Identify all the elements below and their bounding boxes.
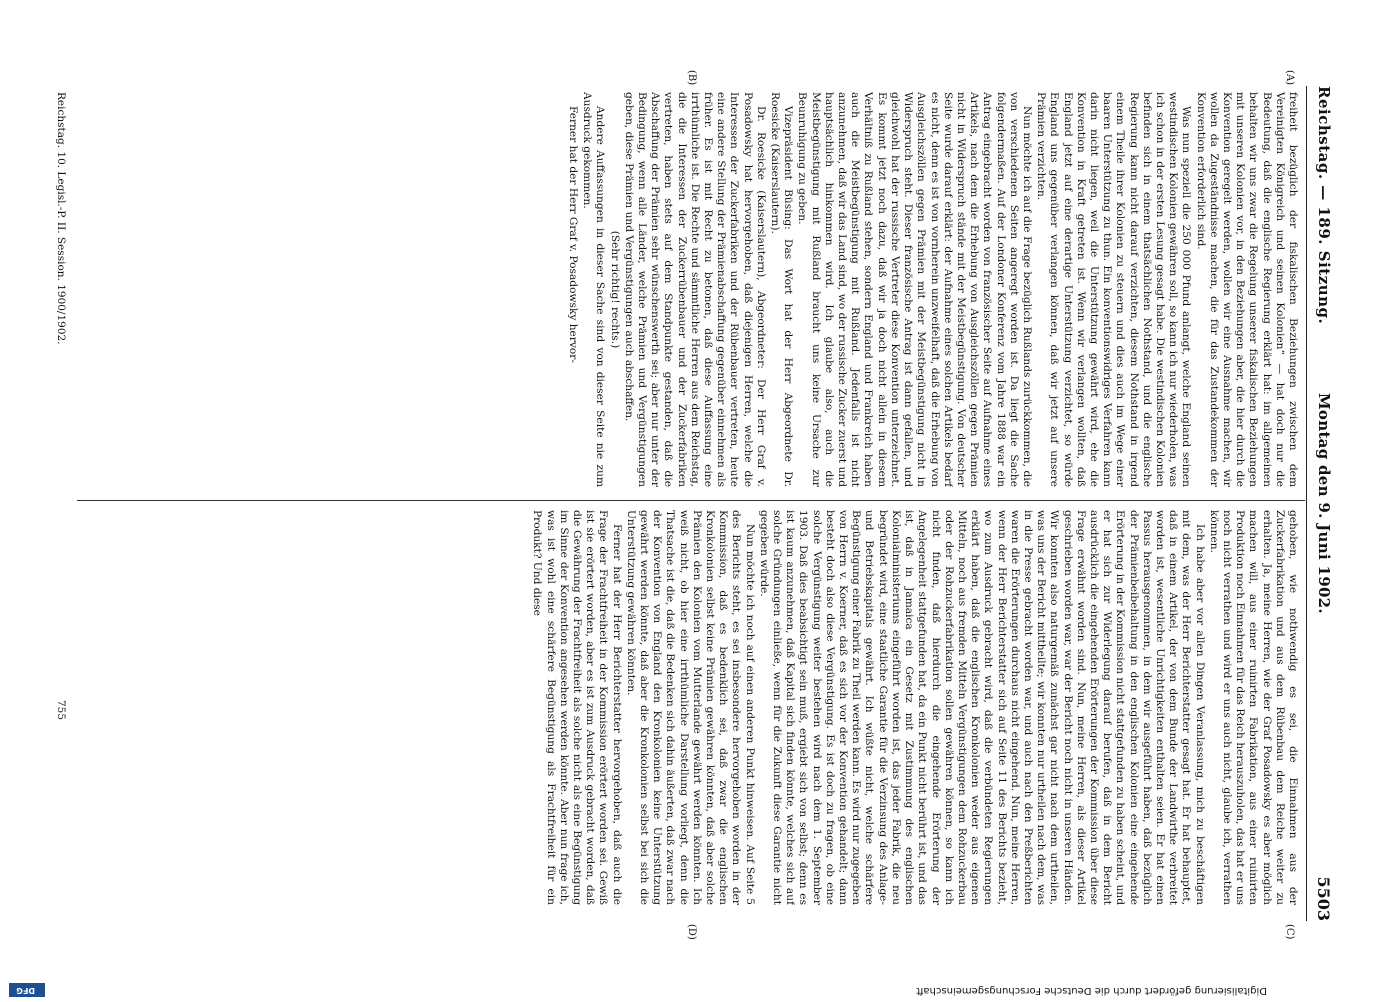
speaker-announcement: Vizepräsident Büsing: Das Wort hat der Herr Abgeordnete Dr. Roesicke (Kaiserslautern). [769, 92, 795, 487]
logo-text: DFG [16, 986, 35, 995]
column-divider [77, 500, 1305, 501]
left-column [79, 92, 1299, 487]
header-session: Reichstag. — 189. Sitzung. [1315, 86, 1333, 325]
header-date: Montag den 9. Juni 1902. [1315, 393, 1333, 614]
right-column [79, 510, 1299, 905]
interjection: (Sehr richtig! rechts.) [608, 230, 621, 349]
paragraph: Dr. Roesicke (Kaiserslautern), Abgeordneter: Der Herr Graf v. Posadowsky hat hervorgehoben, daß diejenigen Herren, welche die Interessen der Zuckerfabriken und der Rübenbauer vertreten, heute eine andere Stellung der Prämienabschaffung gegenüber einnehmen als früher. Es ist mit Recht zu betonen, daß diese Auffassung eine irrthümliche ist. Die Rechte und sämmtliche Herren aus dem Reichstag, die die Interessen der Zuckerrübenbauer und der Zuckerfabriken vertreten, haben stets auf dem Standpunkte gestanden, daß die Abschaffung der Prämien sehr wünschenswerth sei; aber nur unter der Bedingung, wenn alle Länder, welche Prämien und Vergünstigungen geben, diese Prämien und Vergünstigungen auch abschaffen. [622, 92, 767, 487]
page-header [1309, 86, 1339, 921]
margin-mark-d: (D) [686, 924, 697, 940]
footer-legislature: Reichstag. 10. Legisl.-P. II. Session. 1900/1902. [55, 92, 67, 345]
paragraph: Ich habe aber vor allen Dingen Veranlassung, mich zu beschäftigen mit dem, was der Herr Berichterstatter gesagt hat. Er hat behauptet, daß in einem Artikel, der von dem Bunde der Landwirthe verbreitet worden ist, wesentliche Unrichtigkeiten enthalten seien. Er hat einen Passus herausgenommen, in dem wir ausgeführt haben, daß bezüglich der Prämienbeibehaltung in den englischen Kolonien eine eingehende Erörterung in der Kommission nicht stattgefunden zu haben scheint, und er hat sich zur Widerlegung darauf berufen, daß in dem Bericht ausdrücklich die eingehenden Erörterungen der Kommission über diese Frage erwähnt worden sind. Nun, meine Herren, als dieser Artikel geschrieben worden war, war der Bericht noch nicht in unseren Händen. Wir konnten also naturgemäß zunächst gar nicht nach dem urtheilen, was uns der Bericht mittheilte; wir konnten nur urtheilen nach dem, was in die Presse gebracht worden war, und auch nach den Preßberichten waren die Erörterungen durchaus nicht eingehend. Nun, meine Herren, wenn der Herr Berichterstatter sich auf Seite 11 des Berichts bezieht, wo zum Ausdruck gebracht wird, daß die verbündeten Regierungen erklärt haben, daß die englischen Kronkolonien weder aus eigenen Mitteln, noch aus fremden Mitteln Vergünstigungen dem Rohzuckerbau oder der Rohzuckerfabrikation sollen gewähren können, so kann ich nicht finden, daß hierdurch die eingehende Erörterung der Angelegenheit stattgefunden hat, da ein Punkt nicht berührt ist, und das ist, daß in Jamaica ein Gesetz mit Zustimmung des englischen Kolonialministeriums eingeführt worden ist, das jeder Fabrik, die neu begründet wird, eine staatliche Garantie für die Verzinsung des Anlage- und Betriebskapitals gewährt. Ich wüßte nicht, welche schärfere Begünstigung einer Fabrik zu Theil werden kann. Es wird nur zugegeben von Herrn v. Koerner, daß es sich vor der Konvention gehandelt; dann besteht doch also diese Vergünstigung. Es ist doch zu fragen, ob eine solche Vergünstigung weiter bestehen wird nach dem 1. September 1903. Daß dies beabsichtigt sein muß, ergiebt sich von selbst; denn es ist kaum anzunehmen, daß Kapital sich finden könnte, welches sich auf solche Gründungen einließe, wenn für die Zukunft diese Garantie nicht gegeben würde. [757, 510, 1206, 905]
header-rule [1306, 86, 1307, 921]
margin-mark-c: (C) [1284, 924, 1295, 940]
digitization-text: Digitalisierung gefördert durch die Deutsche Forschungsgemeinschaft [916, 985, 1267, 996]
margin-mark-b: (B) [686, 70, 697, 86]
dfg-logo-icon [9, 983, 45, 997]
paragraph: Ferner hat der Herr Graf v. Posadowsky hervor- [567, 106, 580, 363]
paragraph: Nun möchte ich noch auf einen anderen Punkt hinweisen. Auf Seite 5 des Berichts steht, es sei insbesondere hervorgehoben worden in der Kommission, daß es bedenklich sei, daß zwar die englischen Kronkolonien selbst keine Prämien gewähren könnten, daß aber solche Prämien den Kolonien vom Mutterlande gewährt werden könnten. Ich weiß nicht, ob hier eine irrthümliche Darstellung vorliegt, denn die Thatsache ist die, daß die Bedenken sich dahin äußerten, daß zwar nach der Konvention von England den Kronkolonien keine Unterstützung gewährt werden könnte, daß aber die Kronkolonien selbst bei sich die Unterstützung gewähren könnten. [624, 510, 756, 905]
paragraph: Nun möchte ich auf die Frage bezüglich Rußlands zurückkommen, die von verschiedenen Seiten angeregt worden ist. Da liegt die Sache folgendermaßen. Auf der Londoner Konferenz vom Jahre 1888 war ein Antrag eingebracht worden von französischer Seite auf Aufnahme eines Artikels, nach dem die Erhebung von Ausgleichszöllen gegen Prämien nicht in Widerspruch stände mit der Meistbegünstigung. Von deutscher Seite wurde darauf erklärt: der Aufnahme eines solchen Artikels bedarf es nicht, denn es ist von vornherein unzweifelhaft, daß die Erhebung von Ausgleichszöllen gegen Prämien mit der Meistbegünstigung nicht in Widerspruch steht. Dieser französische Antrag ist dann gefallen, und gleichwohl hat der russische Vertreter diese Konvention unterzeichnet. Es kommt jetzt noch dazu, daß wir ja doch nicht allein in diesem Verhältniß zu Rußland stehen, sondern England und Frankreich haben auch die Meistbegünstigung mit Rußland. Jedenfalls ist nicht anzunehmen, daß wir das Land sind, wo der russische Zucker zuerst und hauptsächlich hinkommen wird. Ich glaube also, auch die Meistbegünstigung mit Rußland braucht uns keine Ursache zur Beunruhigung zu geben. [796, 92, 1033, 487]
paragraph: Andere Auffassungen in dieser Sache sind von dieser Seite nie zum Ausdruck gekommen. [581, 92, 607, 487]
paragraph: Was nun speziell die 250 000 Pfund anlangt, welche England seinen westindischen Kolonien gewähren soll, so kann ich nur wiederholen, was ich schon in der ersten Lesung gesagt habe. Die westindischen Kolonien befinden sich in einem thatsächlichen Nothstand, und die englische Regierung kann nicht darauf verzichten, diesem Nothstand in irgend einem Theile ihrer Kolonien zu steuern und dies auch im Wege einer baaren Unterstützung zu thun. Ein konventionswidriges Verfahren kann darin nicht liegen, weil die Unterstützung gewährt wird, ehe die Konvention in Kraft getreten ist. Wenn wir verlangen wollten, daß England jetzt auf eine derartige Unterstützung verzichtet, so würde England uns gegenüber verlangen können, daß wir jetzt auf unsere Prämien verzichten. [1035, 92, 1193, 487]
paragraph: Ferner hat der Herr Berichterstatter hervorgehoben, daß auch die Frage der Frachtfreiheit in der Kommission erörtert worden sei. Gewiß ist sie erörtert worden, aber es ist zum Ausdruck gebracht worden, daß die Gewährung der Frachtfreiheit als solche nicht als eine Begünstigung im Sinne der Konvention angesehen werden könnte. Aber nun frage ich, was ist wohl eine schärfere Begünstigung als Frachtfreiheit für ein Produkt? Und diese [531, 510, 623, 905]
header-page-number: 5503 [1314, 876, 1333, 921]
paragraph: gehoben, wie nothwendig es sei, die Einnahmen aus der Zuckerfabrikation und aus dem Rübenbau dem Reiche weiter zu erhalten. Ja, meine Herren, wie der Graf Posadowsky es aber möglich machen will, aus einer ruinirten Fabrikation, aus einer ruinirten Produktion noch Einnahmen für das Reich herauszuholen, das hat er uns noch nicht verrathen und wird er uns auch nicht, glaube ich, verrathen können. [1207, 510, 1299, 905]
footer-signature-number: 755 [55, 700, 67, 721]
paragraph: freiheit bezüglich der fiskalischen Beziehungen zwischen dem Vereinigten Königreich und seinen Kolonien“ — hat doch nur die Bedeutung, daß die englische Regierung erklärt hat: im allgemeinen behalten wir uns zwar die Regelung unserer fiskalischen Beziehungen mit unseren Kolonien vor, in den Beziehungen aber, die hier durch die Konvention geregelt werden, wollen wir eine Ausnahme machen, wir wollen da Zugeständnisse machen, die für das Zustandekommen der Konvention erforderlich sind. [1194, 92, 1299, 487]
margin-mark-a: (A) [1284, 70, 1295, 86]
